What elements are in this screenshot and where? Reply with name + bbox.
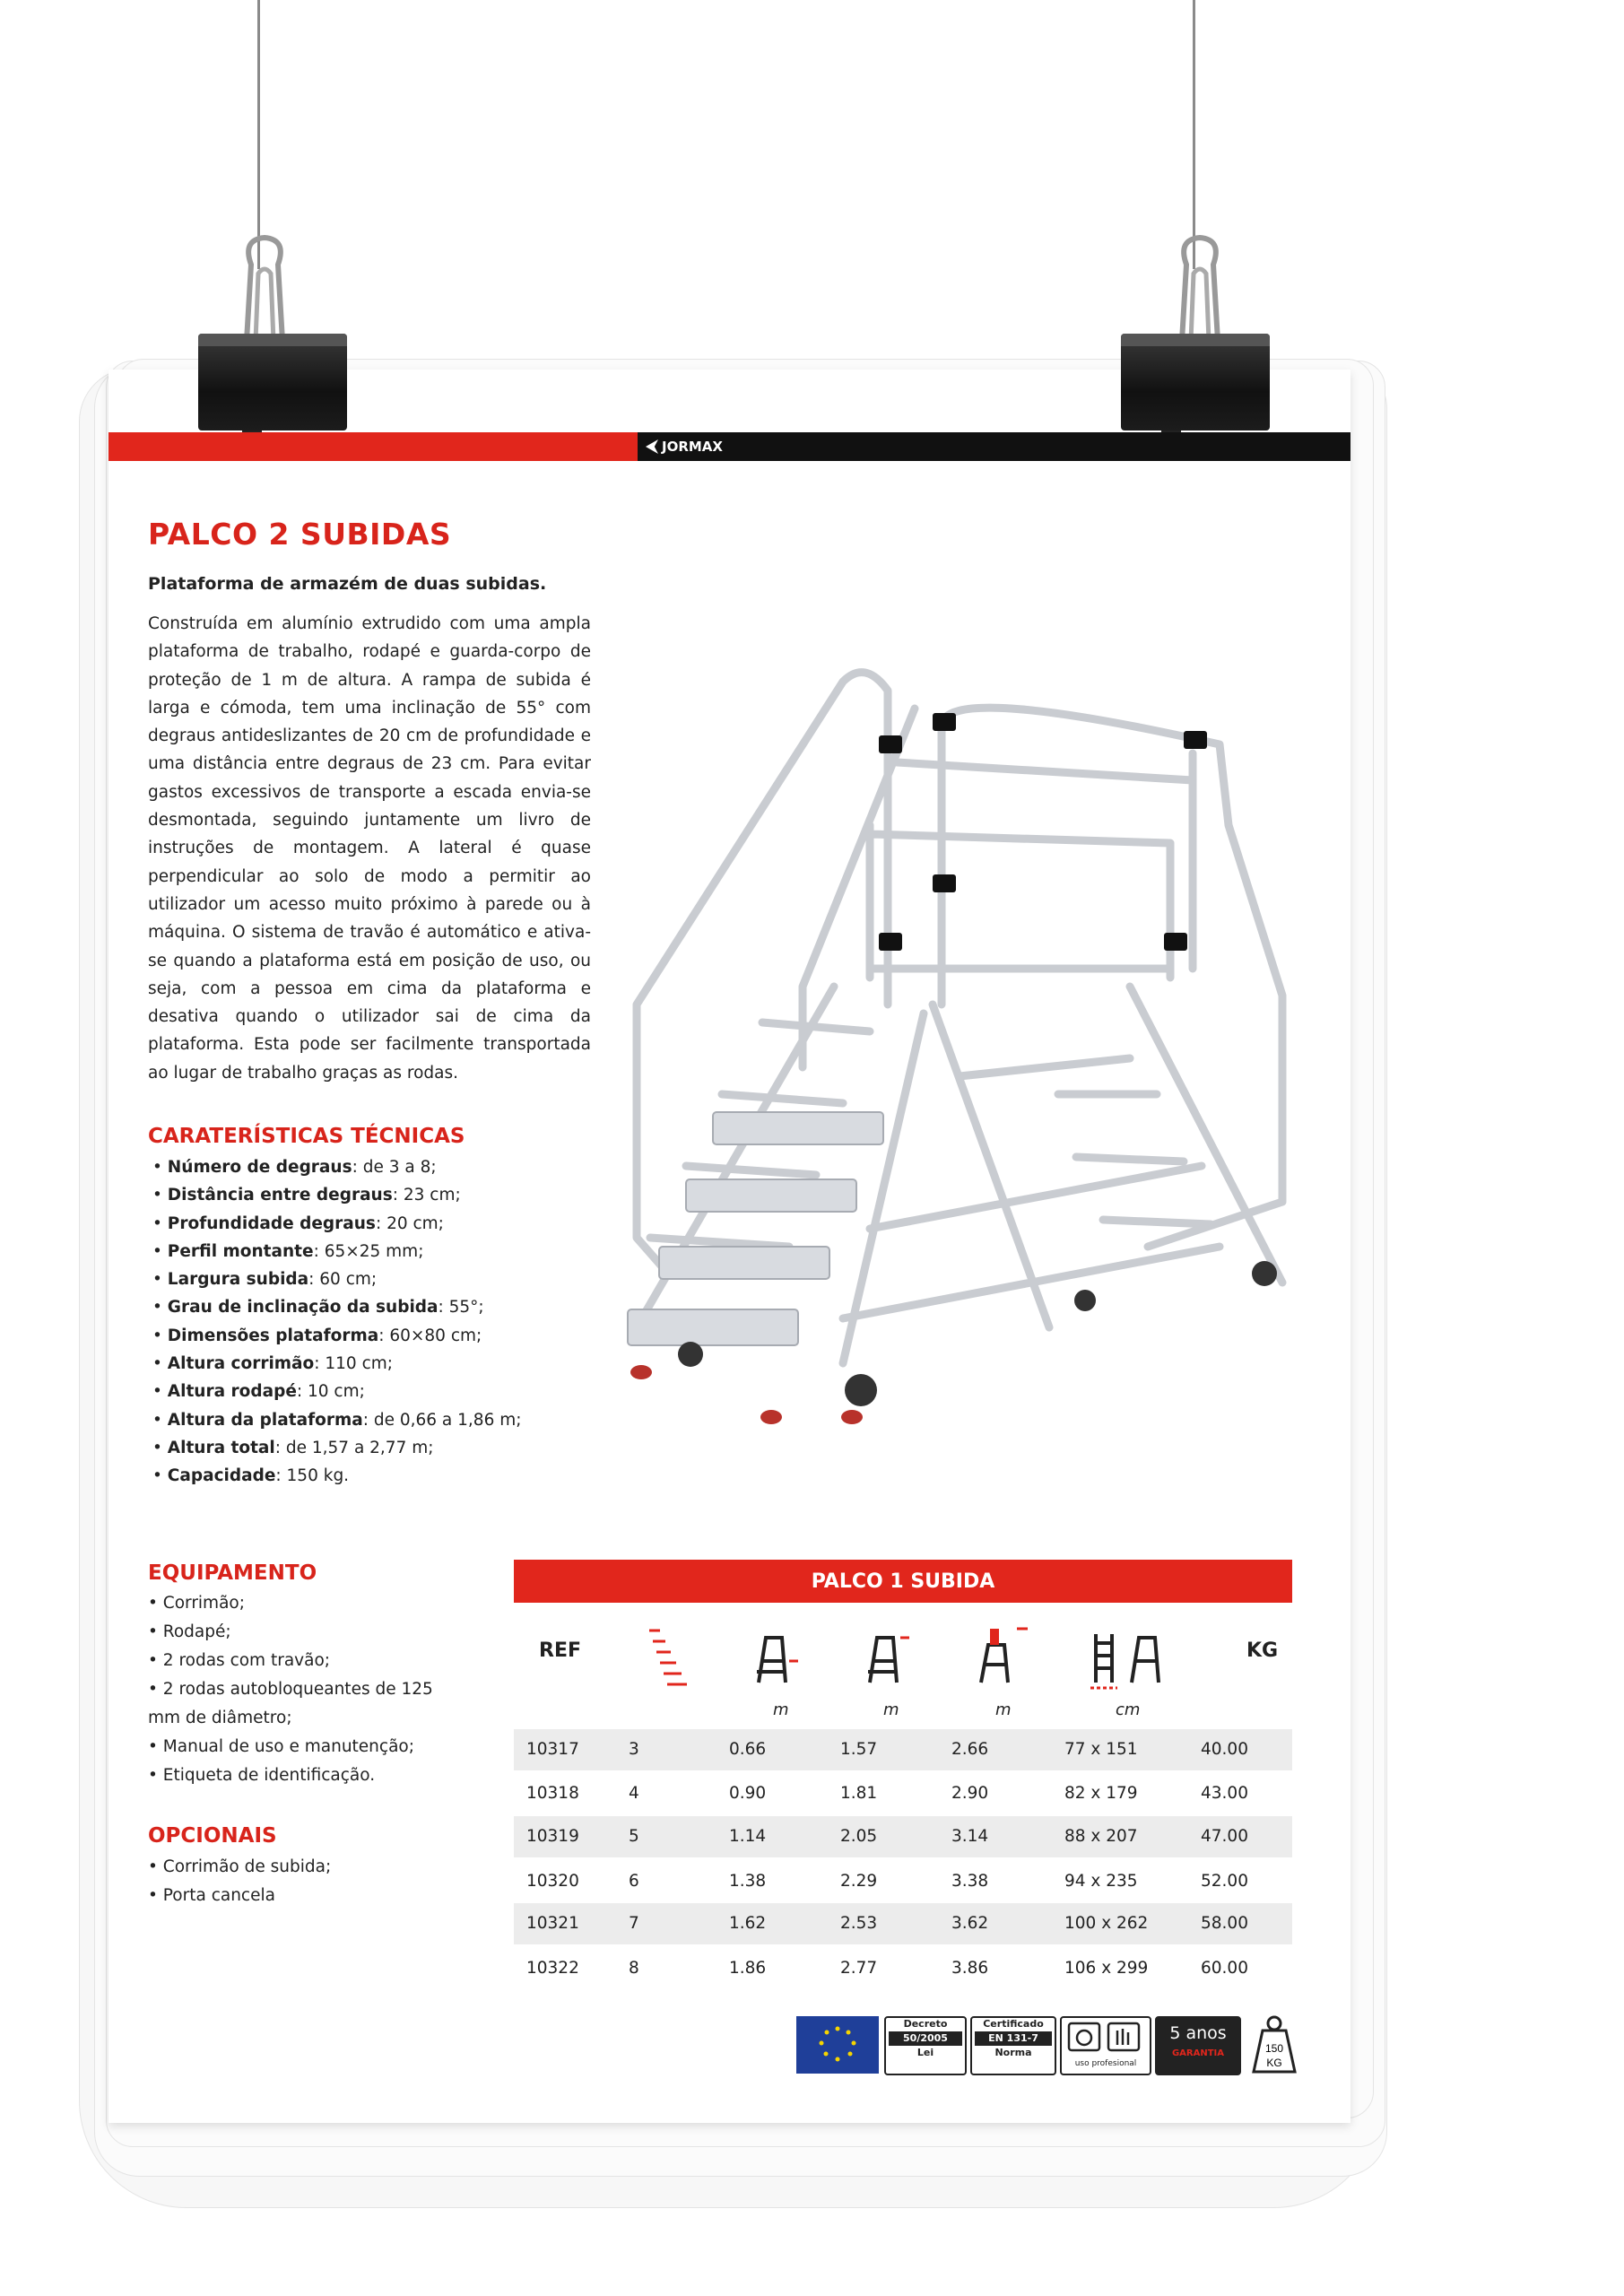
equipment-item: • Manual de uso e manutenção; <box>148 1733 444 1761</box>
spec-label: Largura subida <box>167 1270 309 1290</box>
spec-value: : 110 cm; <box>314 1354 393 1374</box>
optionals-item: • Corrimão de subida; <box>148 1853 444 1882</box>
spec-value: : 60×80 cm; <box>378 1326 482 1345</box>
table-cell: 2.66 <box>951 1740 989 1759</box>
table-cell: 0.66 <box>729 1740 767 1759</box>
uso-profesional-badge <box>1060 2016 1151 2075</box>
col-header-ref: REF <box>539 1639 581 1662</box>
equipment-item: • 2 rodas com travão; <box>148 1647 444 1675</box>
table-cell: 1.86 <box>729 1959 767 1978</box>
table-cell: 7 <box>629 1914 639 1933</box>
table-cell: 0.90 <box>729 1784 767 1803</box>
spec-value: : de 0,66 a 1,86 m; <box>362 1410 522 1430</box>
col-header-kg: KG <box>1246 1639 1279 1662</box>
unit-label: m <box>883 1700 899 1719</box>
spec-value: : 55°; <box>438 1298 484 1318</box>
spec-value: : 60 cm; <box>308 1270 378 1290</box>
table-cell: 40.00 <box>1201 1740 1248 1759</box>
unit-label: m <box>995 1700 1012 1719</box>
header-band-red <box>109 432 638 461</box>
product-description: Construída em alumínio extrudido com uma ampla plataforma de trabalho, rodapé e guarda-corpo de proteção de 1 m de altura. A rampa de subida é larga e cómoda, tem uma inclinação de 55° com degraus antideslizantes de 20 cm de profundidade e uma distância entre degraus de 23 cm. Para evitar gastos excessivos de transporte a escada envia-se desmontada, seguindo juntamente um livro de instruções de montagem. A lateral é quase perpendicular ao solo de modo a permitir ao utilizador um acesso muito próximo à parede ou à máquina. O sistema de travão é automático e ativa-se quando a plataforma está em posição de uso, ou seja, com a pessoa em cima da plataforma e desativa quando o utilizador sai de cima da plataforma. Esta pode ser facilmente transportada ao lugar de trabalho graças as rodas. <box>148 614 591 1083</box>
table-cell: 100 x 262 <box>1064 1914 1149 1933</box>
working-height-icon <box>972 1625 1031 1690</box>
table-cell: 3.38 <box>951 1872 989 1891</box>
unit-label: cm <box>1116 1700 1141 1719</box>
spec-item <box>152 1238 521 1265</box>
steps-icon <box>647 1625 689 1690</box>
specs-heading: CARATERÍSTICAS TÉCNICAS <box>148 1125 465 1148</box>
table-cell: 1.62 <box>729 1914 767 1933</box>
table-cell: 1.14 <box>729 1827 767 1846</box>
table-row <box>514 1729 1292 1770</box>
table-title: PALCO 1 SUBIDA <box>514 1560 1292 1603</box>
spec-item <box>152 1350 521 1378</box>
spec-label: Altura da plataforma <box>167 1410 363 1430</box>
optionals-list <box>148 1853 444 1910</box>
table-cell: 3 <box>629 1740 639 1759</box>
binder-clip-wire-icon <box>1159 229 1240 345</box>
table-cell: 2.05 <box>840 1827 878 1846</box>
spec-label: Grau de inclinação da subida <box>167 1298 439 1318</box>
spec-label: Altura corrimão <box>167 1354 315 1374</box>
certificado-badge <box>970 2016 1056 2075</box>
table-cell: 2.90 <box>951 1784 989 1803</box>
spec-label: Altura total <box>167 1438 275 1457</box>
table-cell: 2.53 <box>840 1914 878 1933</box>
total-height-icon <box>861 1625 911 1690</box>
table-cell: 3.86 <box>951 1959 989 1978</box>
table-cell: 4 <box>629 1784 639 1803</box>
spec-label: Distância entre degraus <box>167 1186 393 1205</box>
spec-item <box>152 1462 521 1490</box>
spec-item <box>152 1153 521 1181</box>
spec-value: : 23 cm; <box>392 1186 461 1205</box>
equipment-item: • Corrimão; <box>148 1589 444 1618</box>
spec-label: Altura rodapé <box>167 1382 297 1402</box>
optionals-heading: OPCIONAIS <box>148 1824 277 1848</box>
table-cell: 5 <box>629 1827 639 1846</box>
spec-item <box>152 1293 521 1321</box>
table-cell: 3.62 <box>951 1914 989 1933</box>
eu-flag-icon <box>796 2016 879 2074</box>
decreto-top: Decreto <box>903 2018 948 2030</box>
spec-label: Dimensões plataforma <box>167 1326 379 1345</box>
platform-ladder-image <box>574 628 1318 1507</box>
spec-value: : 20 cm; <box>375 1213 444 1233</box>
table-cell: 94 x 235 <box>1064 1872 1138 1891</box>
table-cell: 1.57 <box>840 1740 878 1759</box>
spec-label: Número de degraus <box>167 1158 352 1177</box>
spec-value: : 10 cm; <box>296 1382 365 1402</box>
table-cell: 1.81 <box>840 1784 878 1803</box>
spec-item <box>152 1322 521 1350</box>
table-cell: 47.00 <box>1201 1827 1248 1846</box>
table-cell: 60.00 <box>1201 1959 1248 1978</box>
spec-item <box>152 1265 521 1293</box>
table-row <box>514 1861 1292 1902</box>
spec-label: Perfil montante <box>167 1241 314 1261</box>
equipment-item: • Etiqueta de identificação. <box>148 1761 444 1790</box>
table-cell: 106 x 299 <box>1064 1959 1149 1978</box>
spec-item <box>152 1181 521 1209</box>
table-cell: 10318 <box>526 1784 579 1803</box>
equipment-item: • 2 rodas autobloqueantes de 125 mm de diâmetro; <box>148 1675 444 1733</box>
table-cell: 77 x 151 <box>1064 1740 1138 1759</box>
garantia-bot: GARANTIA <box>1171 2048 1225 2058</box>
table-row <box>514 1948 1292 1989</box>
table-cell: 10319 <box>526 1827 579 1846</box>
dimensions-icon <box>1090 1625 1171 1690</box>
capacity-unit: KG <box>1266 2057 1282 2069</box>
product-subtitle: Plataforma de armazém de duas subidas. <box>148 574 547 594</box>
spec-label: Capacidade <box>167 1466 276 1486</box>
specs-list <box>152 1153 521 1491</box>
table-cell: 2.29 <box>840 1872 878 1891</box>
spec-value: : 65×25 mm; <box>313 1241 424 1261</box>
table-cell: 10320 <box>526 1872 579 1891</box>
table-cell: 10322 <box>526 1959 579 1978</box>
table-row <box>514 1816 1292 1857</box>
binder-clip-icon <box>198 334 347 430</box>
spec-item <box>152 1434 521 1462</box>
table-cell: 58.00 <box>1201 1914 1248 1933</box>
spec-value: : 150 kg. <box>275 1466 350 1486</box>
table-cell: 82 x 179 <box>1064 1784 1138 1803</box>
brand-logo <box>646 437 723 457</box>
hand-icon <box>1062 2018 1150 2056</box>
platform-height-icon <box>750 1625 800 1690</box>
equipment-item: • Rodapé; <box>148 1618 444 1647</box>
equipment-heading: EQUIPAMENTO <box>148 1561 317 1585</box>
garantia-top: 5 anos <box>1169 2023 1227 2043</box>
table-cell: 10317 <box>526 1740 579 1759</box>
spec-value: : de 1,57 a 2,77 m; <box>274 1438 434 1457</box>
certificado-bot: Norma <box>994 2047 1032 2058</box>
product-title: PALCO 2 SUBIDAS <box>148 517 452 552</box>
binder-clip-wire-icon <box>224 229 305 345</box>
spec-label: Profundidade degraus <box>167 1213 376 1233</box>
decreto-badge <box>884 2016 967 2075</box>
decreto-bot: Lei <box>916 2047 934 2058</box>
table-cell: 43.00 <box>1201 1784 1248 1803</box>
table-cell: 6 <box>629 1872 639 1891</box>
uso-text: uso profesional <box>1074 2059 1137 2068</box>
table-cell: 8 <box>629 1959 639 1978</box>
header-band-black <box>638 432 1350 461</box>
table-cell: 88 x 207 <box>1064 1827 1138 1846</box>
table-cell: 10321 <box>526 1914 579 1933</box>
spec-item <box>152 1378 521 1405</box>
capacity-value: 150 <box>1264 2042 1284 2055</box>
logo-text: JORMAX <box>662 439 723 455</box>
spec-value: : de 3 a 8; <box>352 1158 437 1177</box>
optionals-item: • Porta cancela <box>148 1882 444 1910</box>
table-row <box>514 1773 1292 1814</box>
table-cell: 3.14 <box>951 1827 989 1846</box>
spec-item <box>152 1406 521 1434</box>
table-row <box>514 1903 1292 1944</box>
spec-item <box>152 1210 521 1238</box>
table-cell: 52.00 <box>1201 1872 1248 1891</box>
table-cell: 1.38 <box>729 1872 767 1891</box>
certificado-mid: EN 131-7 <box>975 2031 1052 2046</box>
unit-label: m <box>773 1700 789 1719</box>
garantia-badge <box>1155 2016 1241 2075</box>
decreto-mid: 50/2005 <box>889 2031 962 2046</box>
binder-clip-icon <box>1121 334 1270 430</box>
equipment-list <box>148 1589 444 1790</box>
logo-icon <box>646 439 658 454</box>
table-cell: 2.77 <box>840 1959 878 1978</box>
weight-capacity-icon <box>1246 2013 1302 2075</box>
certificado-top: Certificado <box>983 2018 1044 2030</box>
